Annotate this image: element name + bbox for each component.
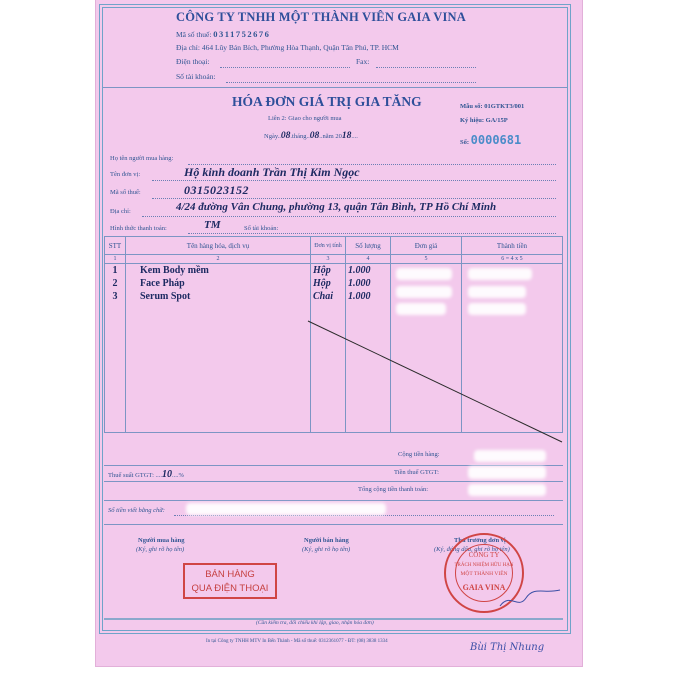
col-price: Đơn giá: [391, 237, 462, 255]
num-4: 4: [346, 255, 391, 264]
seller-tax-row: [176, 29, 270, 39]
date-day: 08: [280, 131, 291, 141]
invoice-sheet: [96, 0, 582, 666]
buyer-address-label: Địa chỉ:: [110, 208, 131, 215]
vat-rate: 10: [162, 469, 173, 480]
invoice-copy: Liên 2: Giao cho người mua: [268, 115, 342, 122]
subtotal-label: Cộng tiền hàng:: [398, 451, 440, 458]
seller-address: 464 Lũy Bán Bích, Phường Hòa Thạnh, Quận Tân Phú, TP. HCM: [201, 43, 399, 52]
signer-name: Bùi Thị Nhung: [470, 642, 545, 653]
seller-address-label: Địa chỉ:: [176, 43, 200, 52]
grand-total-label: Tổng cộng tiền thanh toán:: [358, 486, 429, 493]
num-2: 2: [126, 255, 311, 264]
col-amount: Thành tiền: [462, 237, 563, 255]
col-unit: Đơn vị tính: [311, 237, 346, 255]
col-name: Tên hàng hóa, dịch vụ: [126, 237, 311, 255]
invoice-date: Ngày..08.tháng..08..năm 2018....: [264, 131, 358, 141]
buyer-address: 4/24 đường Vân Chung, phường 13, quận Tân Bình, TP Hồ Chí Minh: [176, 201, 497, 213]
row-stt: 3: [105, 290, 126, 303]
seal-top: CÔNG TY: [468, 551, 500, 559]
vat-label: Tiền thuế GTGT:: [394, 469, 439, 476]
date-day-prefix: Ngày: [264, 133, 278, 140]
items-table: [104, 236, 563, 433]
buyer-unit: Hộ kinh doanh Trần Thị Kim Ngọc: [184, 165, 360, 179]
vat-rate-suffix: %: [178, 472, 184, 479]
row-qty: 1.000: [346, 290, 391, 303]
date-year-prefix: năm 20: [322, 133, 342, 140]
seller-tax-label: Mã số thuế:: [176, 30, 212, 39]
row-name: Kem Body mềm: [126, 264, 311, 277]
col-stt: STT: [105, 237, 126, 255]
buyer-account-label: Số tài khoản:: [244, 225, 279, 232]
row-qty: 1.000: [346, 264, 391, 277]
seller-company: CÔNG TY TNHH MỘT THÀNH VIÊN GAIA VINA: [176, 10, 466, 24]
buyer-payment: TM: [204, 219, 221, 231]
signature-scribble: [496, 584, 566, 614]
date-month-prefix: tháng: [292, 133, 307, 140]
seller-phone-label: Điện thoại:: [176, 57, 210, 66]
invoice-form: Mẫu số: 01GTKT3/001: [460, 103, 525, 110]
num-3: 3: [311, 255, 346, 264]
invoice-number: 0000681: [470, 133, 522, 147]
buyer-name-label: Họ tên người mua hàng:: [110, 155, 174, 162]
invoice-number-row: [460, 133, 521, 147]
seal-name: GAIA VINA: [462, 583, 506, 592]
seal-mid: TRÁCH NHIỆM HỮU HẠN: [454, 563, 514, 568]
row-stt: 2: [105, 277, 126, 290]
head-sign-hint: (Ký, đóng dấu, ghi rõ họ tên): [434, 546, 510, 553]
phone-sale-stamp: [183, 563, 277, 599]
invoice-number-label: Số:: [460, 139, 470, 146]
invoice-symbol: Ký hiệu: GA/15P: [460, 117, 508, 124]
row-name: Serum Spot: [126, 290, 311, 303]
buyer-unit-label: Tên đơn vị:: [110, 171, 141, 178]
vat-rate-label: Thuế suất GTGT:: [108, 472, 154, 479]
num-6: 6 = 4 x 5: [462, 255, 563, 264]
buyer-sign-hint: (Ký, ghi rõ họ tên): [136, 546, 185, 553]
footer-printer: In tại Công ty TNHH MTV In Bến Thành - Mã số thuế: 0312361077 - ĐT: (08) 3838 1334: [206, 639, 388, 644]
footer-note: (Cần kiểm tra, đối chiếu khi lập, giao, nhận hóa đơn): [256, 620, 374, 626]
buyer-payment-label: Hình thức thanh toán:: [110, 225, 167, 232]
buyer-tax-code: 0315023152: [184, 183, 249, 197]
seller-address-row: [176, 43, 399, 52]
buyer-tax-label: Mã số thuế:: [110, 189, 141, 196]
stamp-line-1: BÁN HÀNG: [205, 569, 255, 580]
date-year: 18: [341, 131, 352, 141]
row-stt: 1: [105, 264, 126, 277]
row-unit: Hộp: [311, 264, 346, 277]
col-qty: Số lượng: [346, 237, 391, 255]
vat-rate-row: Thuế suất GTGT: ....10....%: [108, 469, 184, 480]
seal-mid-2: MỘT THÀNH VIÊN: [460, 571, 508, 577]
seller-account-label: Số tài khoản:: [176, 72, 216, 81]
seller-sign-title: Người bán hàng: [304, 537, 349, 544]
row-unit: Hộp: [311, 277, 346, 290]
buyer-sign-title: Người mua hàng: [138, 537, 185, 544]
stamp-line-2: QUA ĐIỆN THOẠI: [191, 583, 269, 594]
invoice-title: HÓA ĐƠN GIÁ TRỊ GIA TĂNG: [232, 94, 422, 109]
row-unit: Chai: [311, 290, 346, 303]
date-month: 08: [309, 131, 320, 141]
seller-sign-hint: (Ký, ghi rõ họ tên): [302, 546, 351, 553]
num-1: 1: [105, 255, 126, 264]
row-name: Face Pháp: [126, 277, 311, 290]
seller-tax-code: 0311752676: [213, 29, 271, 39]
num-5: 5: [391, 255, 462, 264]
words-label: Số tiền viết bằng chữ:: [108, 507, 165, 514]
seller-fax-label: Fax:: [356, 57, 370, 66]
head-sign-title: Thủ trưởng đơn vị: [454, 537, 506, 544]
row-qty: 1.000: [346, 277, 391, 290]
